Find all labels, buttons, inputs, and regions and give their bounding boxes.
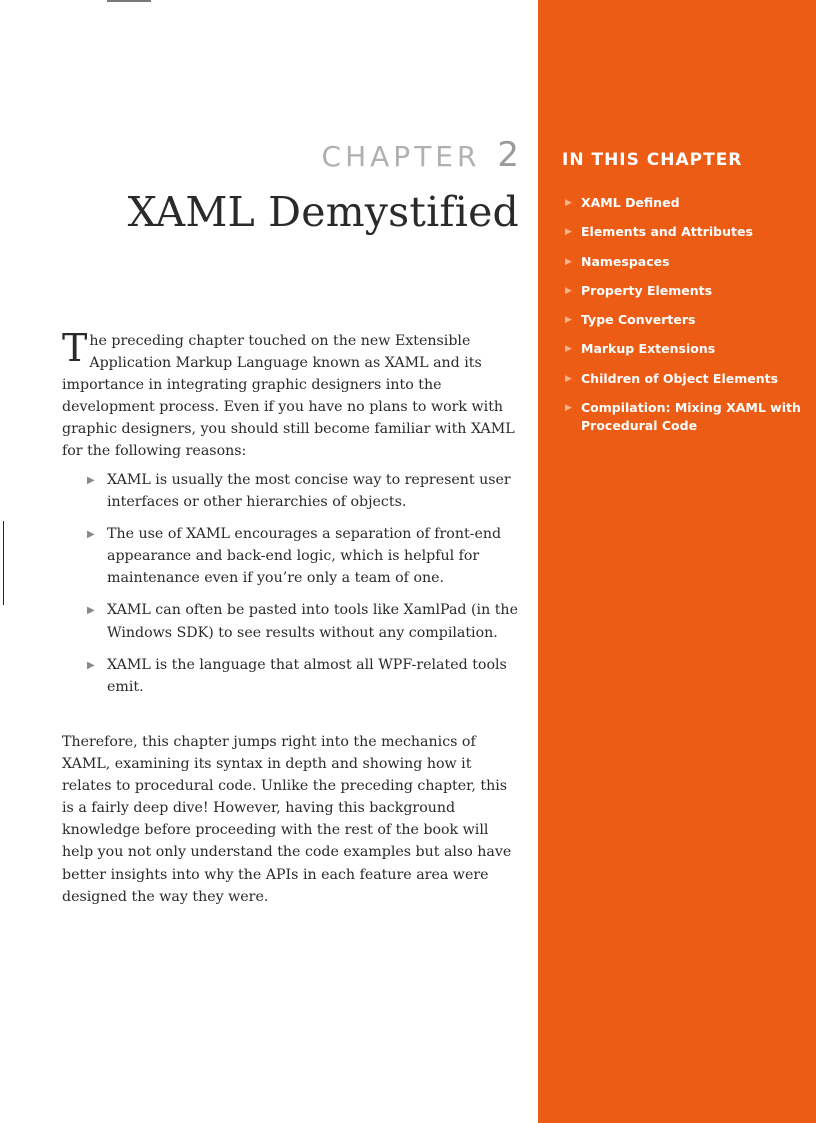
toc-item-label: Type Converters: [581, 312, 696, 328]
list-item: [85, 523, 521, 589]
triangle-right-icon: ▶: [565, 373, 572, 384]
toc-item-elements-attributes: [565, 223, 805, 241]
top-rule: [107, 0, 151, 2]
toc-item-compilation: [565, 399, 805, 435]
list-item: [85, 469, 521, 513]
triangle-right-icon: ▶: [565, 344, 572, 355]
list-item-text: XAML can often be pasted into tools like XamlPad (in the Windows SDK) to see results without any compilation.: [107, 602, 518, 641]
toc-item-markup-extensions: [565, 340, 805, 358]
toc-item-label: Markup Extensions: [581, 341, 716, 357]
drop-cap: T: [62, 326, 88, 370]
triangle-right-icon: ▶: [565, 256, 572, 267]
toc-item-label: XAML Defined: [581, 195, 680, 210]
triangle-right-icon: ▶: [87, 605, 95, 617]
triangle-right-icon: ▶: [87, 659, 95, 671]
reasons-list: [85, 469, 521, 708]
list-item-text: XAML is the language that almost all WPF-related tools emit.: [107, 656, 507, 695]
chapter-label-text: CHAPTER: [321, 140, 481, 173]
toc-item-xaml-defined: [565, 194, 805, 212]
triangle-right-icon: ▶: [565, 227, 572, 238]
list-item: [85, 654, 521, 698]
toc-item-namespaces: [565, 253, 805, 271]
chapter-title: XAML Demystified: [127, 188, 519, 236]
list-item: [85, 599, 521, 643]
triangle-right-icon: ▶: [565, 315, 572, 326]
toc-item-label: Elements and Attributes: [581, 224, 753, 240]
toc-item-children-object-elements: [565, 370, 805, 388]
chapter-contents-list: [565, 194, 805, 446]
triangle-right-icon: ▶: [87, 475, 95, 486]
triangle-right-icon: ▶: [565, 403, 572, 414]
toc-item-label: Property Elements: [581, 282, 713, 298]
closing-paragraph: Therefore, this chapter jumps right into the mechanics of XAML, examining its syntax in depth and showing how it relates to procedural code. Unlike the preceding chapter, this is a fairly deep dive! However, having this background knowledge before proceeding with the rest of the book will help you not only understand the code examples but also have better insights into why the APIs in each feature area were designed the way they were.: [62, 734, 512, 905]
toc-item-label: Children of Object Elements: [581, 370, 779, 386]
toc-item-label: Namespaces: [581, 253, 670, 269]
chapter-number: 2: [497, 135, 519, 175]
list-item-text: The use of XAML encourages a separation of front-end appearance and back-end logic, which is helpful for maintenance even if you’re only a team of one.: [107, 526, 502, 587]
chapter-label: [321, 135, 519, 175]
triangle-right-icon: ▶: [565, 198, 572, 208]
intro-paragraph: [62, 326, 518, 463]
intro-text: he preceding chapter touched on the new Extensible Application Markup Language known as XAML and its importance in integrating graphic designers into the development process. Even if you have no plans to work with graphic designers, you should still become familiar with XAML for the following reasons:: [62, 333, 515, 460]
toc-item-type-converters: [565, 311, 805, 329]
left-margin-mark: [3, 521, 4, 605]
list-item-text: XAML is usually the most concise way to represent user interfaces or other hierarchies of objects.: [107, 472, 511, 511]
triangle-right-icon: ▶: [87, 529, 95, 541]
sidebar-heading: IN THIS CHAPTER: [562, 150, 743, 170]
chapter-sidebar: [538, 0, 816, 1123]
toc-item-property-elements: [565, 282, 805, 300]
triangle-right-icon: ▶: [565, 285, 572, 296]
toc-item-label: Compilation: Mixing XAML with Procedural Code: [581, 400, 801, 434]
